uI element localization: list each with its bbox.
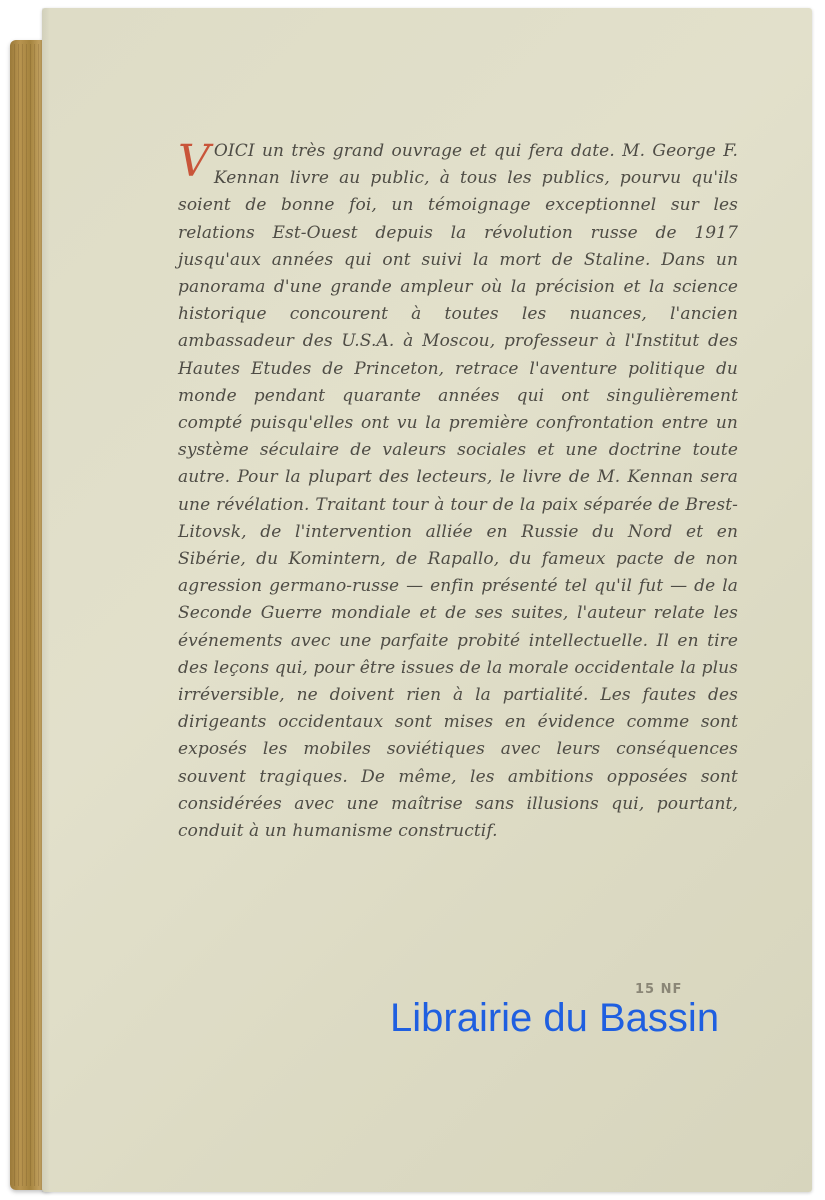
price-mark: 15 NF [635,982,683,997]
cover-fold-shadow [42,8,50,1192]
dropcap-letter: V [178,136,210,187]
back-cover-blurb [178,138,738,845]
blurb-text: OICI un très grand ouvrage et qui fera date. M. George F. Kennan livre au public, à tous les publics, pourvu qu'ils soient de bonne foi, un témoignage exceptionnel sur les relations Est-Ouest depuis la révolution russe de 1917 jusqu'aux années qui ont suivi la mort de Staline. Dans un panorama d'une grande ampleur où la précision et la science historique concourent à toutes les nuances, l'ancien ambassadeur des U.S.A. à Moscou, professeur à l'Institut des Hautes Etudes de Princeton, retrace l'aventure politique du monde pendant quarante années qui ont singulièrement compté puisqu'elles ont vu la première confrontation entre un système séculaire de valeurs sociales et une doctrine toute autre. Pour la plupart des lecteurs, le livre de M. Kennan sera une révélation. Traitant tour à tour de la paix séparée de Brest-Litovsk, de l'intervention alliée en Russie du Nord et en Sibérie, du Komintern, de Rapallo, du fameux pacte de non agression germano-russe — enfin présenté tel qu'il fut — de la Seconde Guerre mondiale et de ses suites, l'auteur relate les événements avec une parfaite probité intellectuelle. Il en tire des leçons qui, pour être issues de la morale occidentale la plus irréversible, ne doivent rien à la partialité. Les fautes des dirigeants occidentaux sont mises en évidence comme sont exposés les mobiles soviétiques avec leurs conséquences souvent tragiques. De même, les ambitions opposées sont considérées avec une maîtrise sans illusions qui, pourtant, conduit à un humanisme constructif. [178,141,738,842]
seller-watermark: Librairie du Bassin [390,996,720,1040]
